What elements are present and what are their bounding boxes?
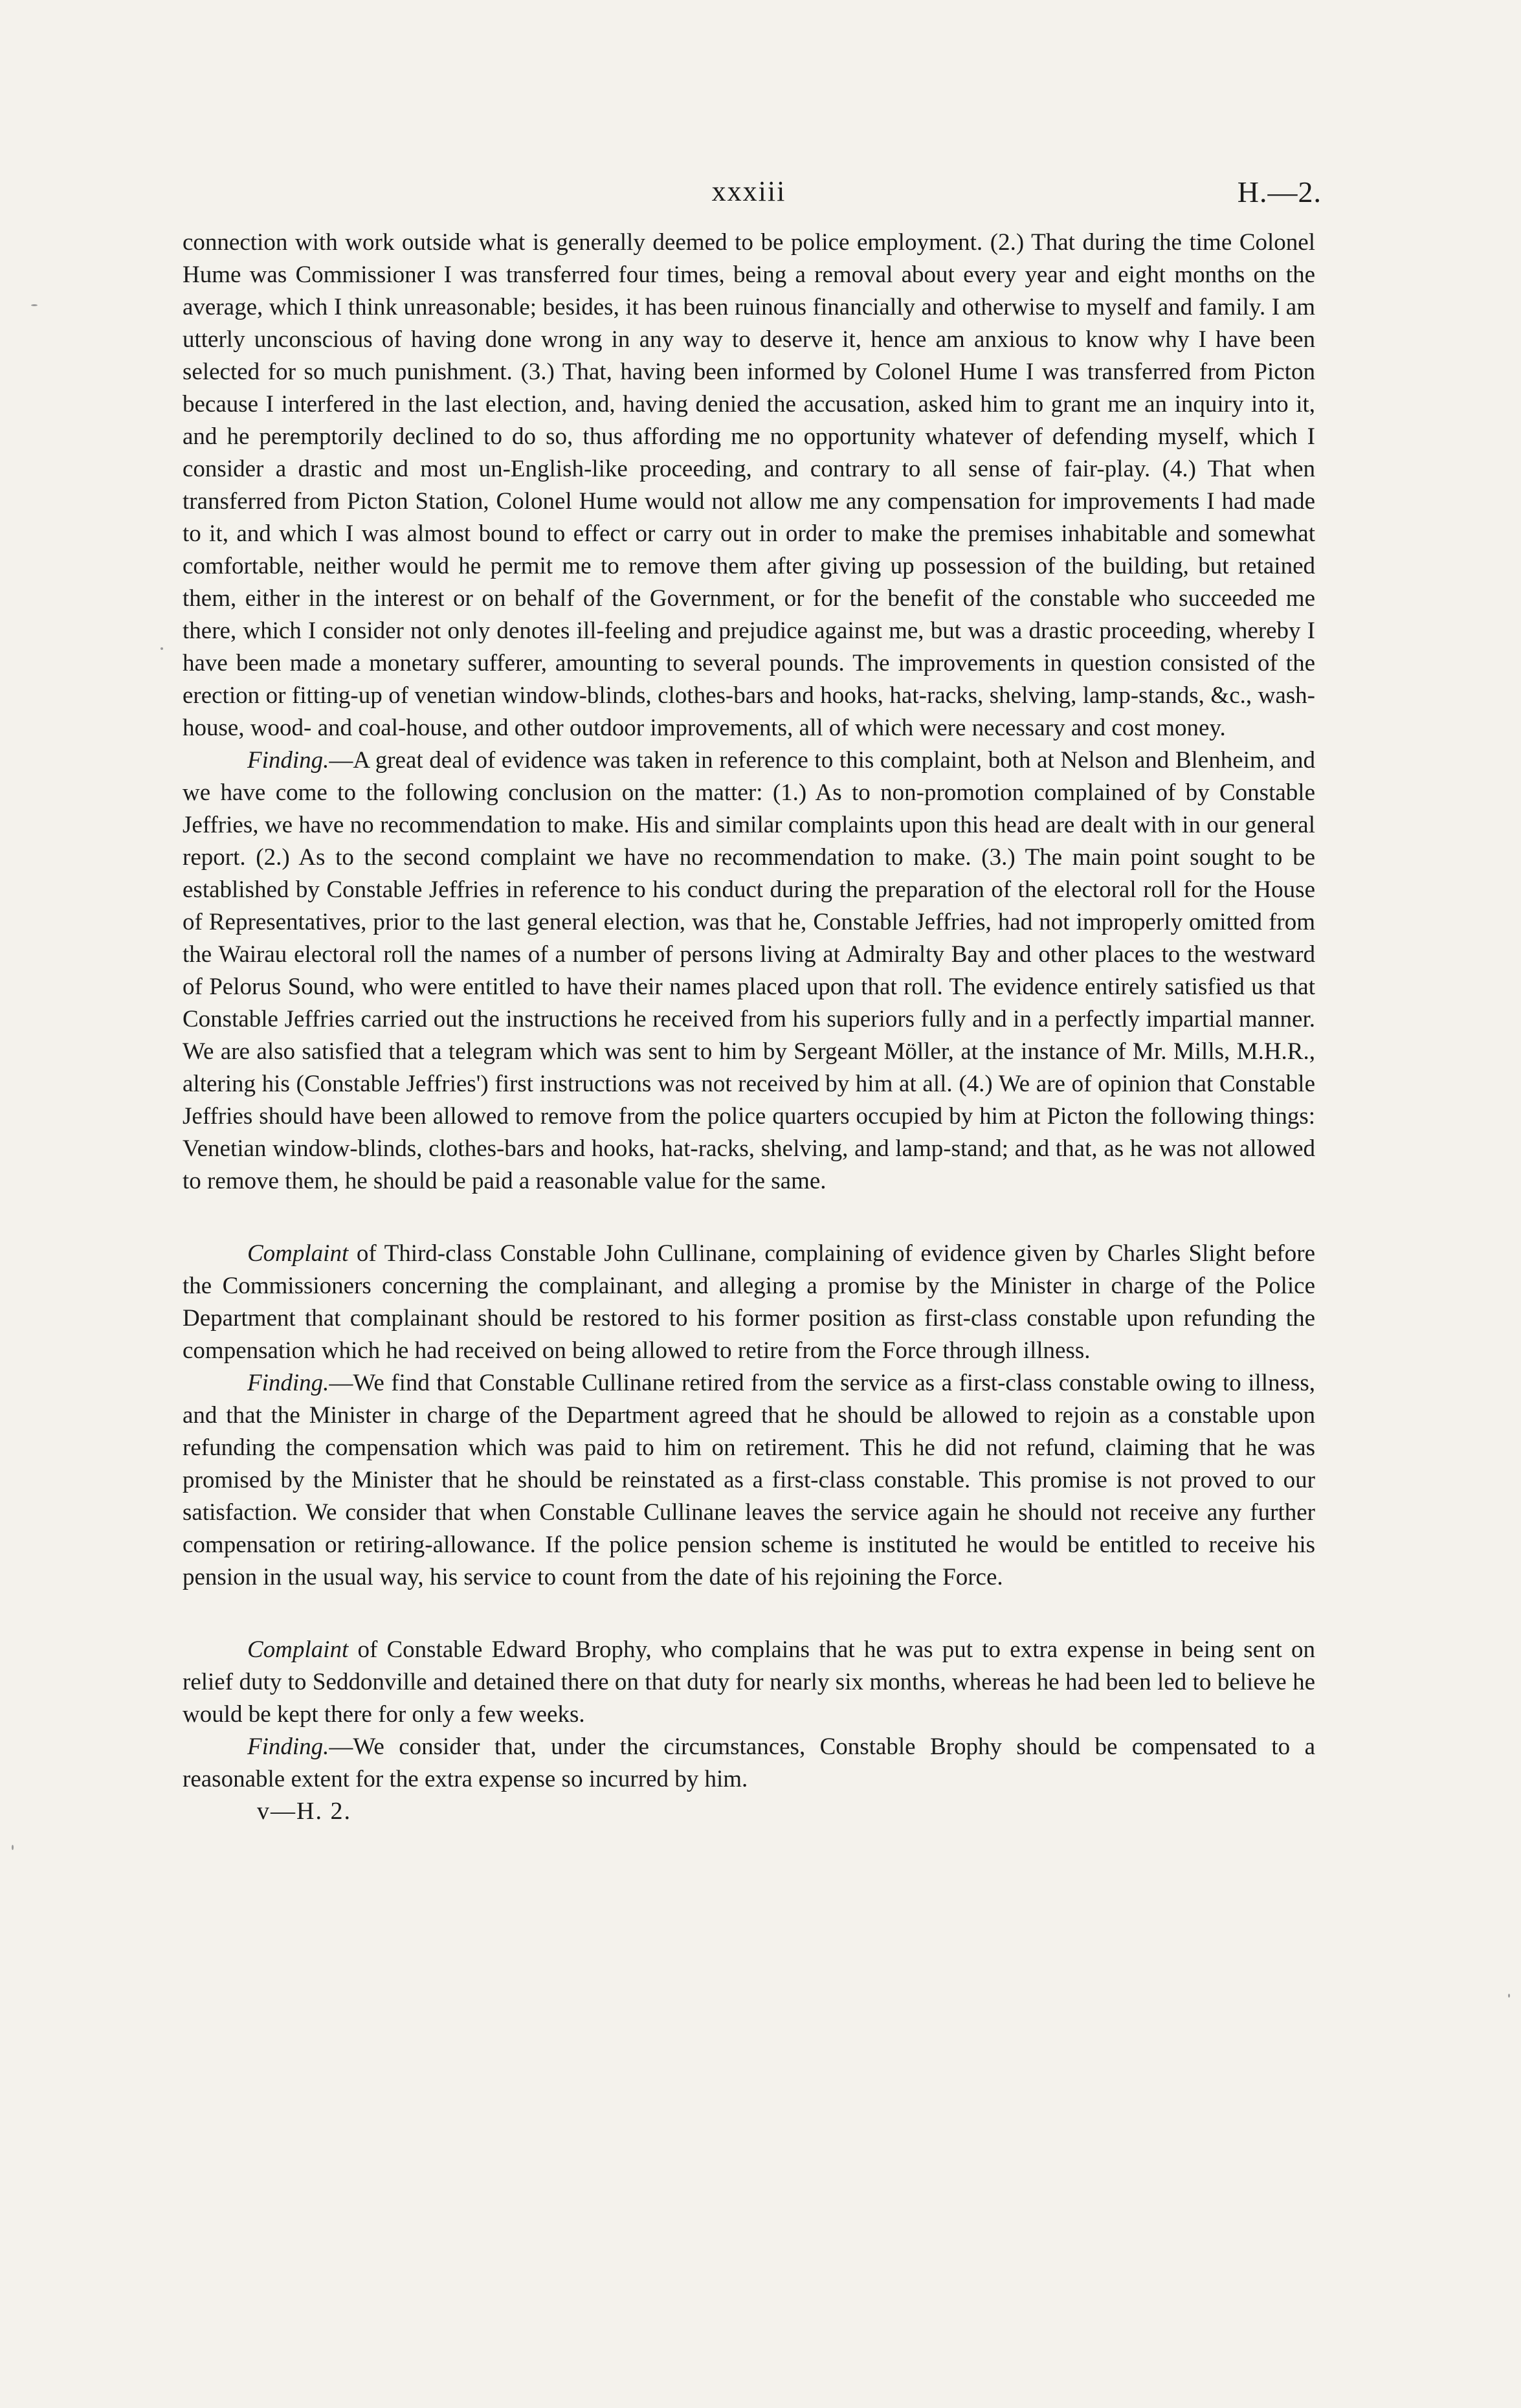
complaint-paragraph bbox=[183, 1634, 1315, 1731]
paragraph-text: of Constable Edward Brophy, who complains that he was put to extra expense in being sent on relief duty to Seddonville and detained there on that duty for nearly six months, whereas he had been led to believe he would be kept there for only a few weeks. bbox=[183, 1636, 1315, 1728]
complaint-continuation-paragraph bbox=[183, 227, 1315, 744]
document-reference: H.—2. bbox=[1237, 175, 1322, 208]
scan-speck bbox=[161, 647, 163, 650]
scan-speck bbox=[1508, 1994, 1510, 1998]
paragraph-lead: Finding. bbox=[247, 747, 329, 774]
finding-paragraph bbox=[183, 744, 1315, 1198]
finding-paragraph bbox=[183, 1731, 1315, 1796]
page-header bbox=[183, 175, 1322, 227]
scan-speck bbox=[31, 304, 38, 306]
document-page bbox=[183, 175, 1322, 1825]
paragraph-text: of Third-class Constable John Cullinane, complaining of evidence given by Charles Slight before the Commissioners concerning the complainant, and alleging a promise by the Minister in charge of the Police Department that complainant should be restored to his former position as first-class constable upon refunding the compensation which he had received on being allowed to retire from the Force through illness. bbox=[183, 1240, 1315, 1364]
paragraph-text: —A great deal of evidence was taken in reference to this complaint, both at Nelson and Blenheim, and we have come to the following conclusion on the matter: (1.) As to non-promotion complained of by Constable Jeffries, we have no recommendation to make. His and similar complaints upon this head are dealt with in our general report. (2.) As to the second complaint we have no recommendation to make. (3.) The main point sought to be established by Constable Jeffries in reference to his conduct during the preparation of the electoral roll for the House of Representatives, prior to the last general election, was that he, Constable Jeffries, had not improperly omitted from the Wairau electoral roll the names of a number of persons living at Admiralty Bay and other places to the westward of Pelorus Sound, who were entitled to have their names placed upon that roll. The evidence entirely satisfied us that Constable Jeffries carried out the instructions he received from his superiors fully and in a perfectly impartial manner. We are also satisfied that a telegram which was sent to him by Sergeant Möller, at the instance of Mr. Mills, M.H.R., altering his (Constable Jeffries') first instructions was not received by him at all. (4.) We are of opinion that Constable Jeffries should have been allowed to remove from the police quarters occupied by him at Picton the following things: Venetian window-blinds, clothes-bars and hooks, hat-racks, shelving, and lamp-stand; and that, as he was not allowed to remove them, he should be paid a reasonable value for the same. bbox=[183, 747, 1315, 1194]
paragraph-lead: Finding. bbox=[247, 1370, 329, 1396]
finding-paragraph bbox=[183, 1367, 1315, 1594]
paragraph-text: connection with work outside what is generally deemed to be police employment. (2.) That during the time Colonel Hume was Commissioner I was transferred four times, being a removal about every year and eight months on the average, which I think unreasonable; besides, it has been ruinous financially and otherwise to myself and family. I am utterly unconscious of having done wrong in any way to deserve it, hence am anxious to know why I have been selected for so much punishment. (3.) That, having been informed by Colonel Hume I was transferred from Picton because I interfered in the last election, and, having denied the accusation, asked him to grant me an inquiry into it, and he peremptorily declined to do so, thus affording me no opportunity whatever of defending myself, which I consider a drastic and most un-English-like proceeding, and contrary to all sense of fair-play. (4.) That when transferred from Picton Station, Colonel Hume would not allow me any compensation for improvements I had made to it, and which I was almost bound to effect or carry out in order to make the premises inhabitable and somewhat comfortable, neither would he permit me to remove them after giving up possession of the building, but retained them, either in the interest or on behalf of the Government, or for the benefit of the constable who succeeded me there, which I consider not only denotes ill-feeling and prejudice against me, but was a drastic proceeding, whereby I have been made a monetary sufferer, amounting to several pounds. The improvements in question consisted of the erection or fitting-up of venetian window-blinds, clothes-bars and hooks, hat-racks, shelving, lamp-stands, &c., wash-house, wood- and coal-house, and other outdoor improvements, all of which were necessary and cost money. bbox=[183, 229, 1315, 741]
paragraph-text: —We find that Constable Cullinane retired from the service as a first-class constable owing to illness, and that the Minister in charge of the Department agreed that he should be allowed to rejoin as a constable upon refunding the compensation which was paid to him on retirement. This he did not refund, claiming that he was promised by the Minister that he should be reinstated as a first-class constable. This promise is not proved to our satisfaction. We consider that when Constable Cullinane leaves the service again he should not receive any further compensation or retiring-allowance. If the police pension scheme is instituted he would be entitled to receive his pension in the usual way, his service to count from the date of his rejoining the Force. bbox=[183, 1370, 1315, 1590]
paragraph-lead: Complaint bbox=[247, 1636, 349, 1663]
page-number: xxxiii bbox=[711, 175, 786, 207]
paragraph-lead: Complaint bbox=[247, 1240, 349, 1267]
scan-speck bbox=[12, 1845, 14, 1850]
paragraph-text: —We consider that, under the circumstances, Constable Brophy should be compensated to a reasonable extent for the extra expense so incurred by him. bbox=[183, 1734, 1315, 1792]
signature-mark: v—H. 2. bbox=[257, 1798, 351, 1825]
paragraph-lead: Finding. bbox=[247, 1734, 329, 1760]
complaint-paragraph bbox=[183, 1238, 1315, 1367]
